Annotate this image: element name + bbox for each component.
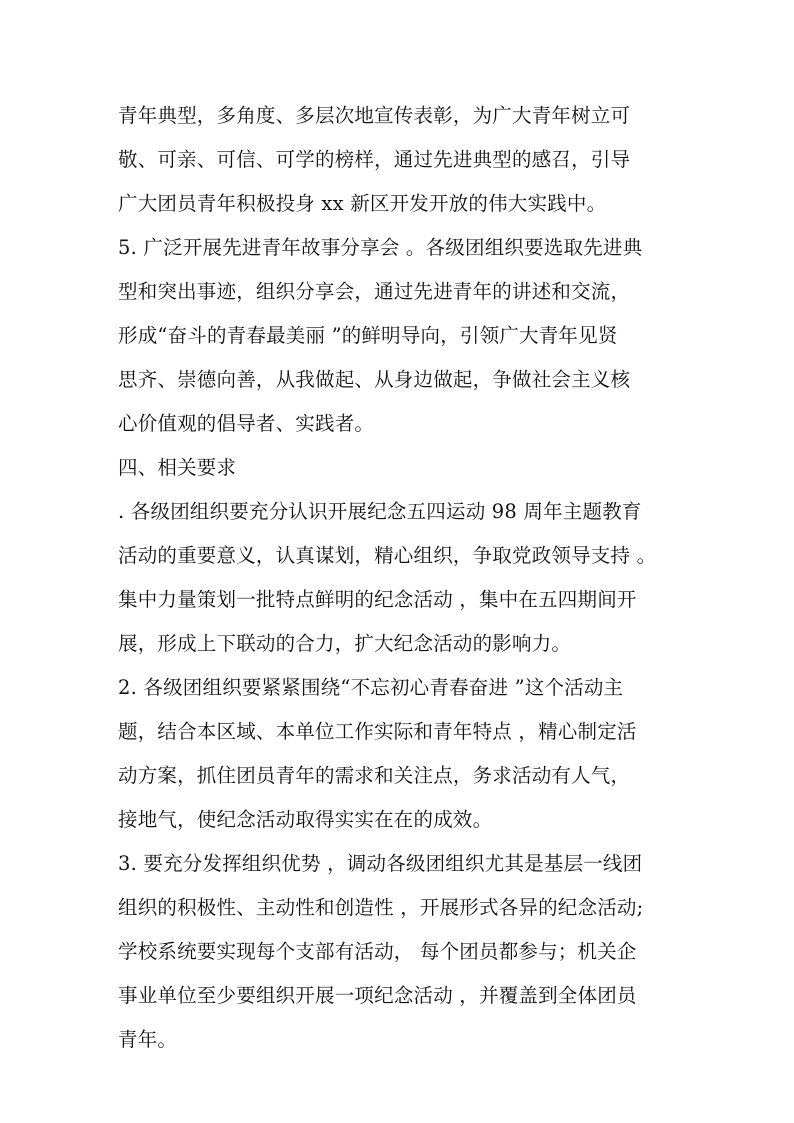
text-line: 敬、可亲、可信、可学的榜样，通过先进典型的感召，引导 (118, 148, 631, 171)
text-line: 广大团员青年积极投身 xx 新区开发开放的伟大实践中。 (118, 192, 607, 215)
text-line: 2. 各级团组织要紧紧围绕“不忘初心青春奋进 ”这个活动主 (118, 676, 624, 699)
text-line: 青年典型，多角度、多层次地宣传表彰，为广大青年树立可 (118, 104, 631, 127)
text-line: 思齐、崇德向善，从我做起、从身边做起，争做社会主义核 (118, 368, 631, 391)
text-line: 展，形成上下联动的合力，扩大纪念活动的影响力。 (118, 632, 572, 655)
text-line: 组织的积极性、主动性和创造性 ，开展形式各异的纪念活动; (118, 896, 644, 919)
text-line: 学校系统要实现每个支部有活动， 每个团员都参与；机关企 (118, 940, 637, 963)
section-heading: 四、相关要求 (118, 456, 237, 479)
text-line: . 各级团组织要充分认识开展纪念五四运动 98 周年主题教育 (118, 500, 642, 523)
text-line: 心价值观的倡导者、实践者。 (118, 412, 375, 435)
text-line: 接地气，使纪念活动取得实实在在的成效。 (118, 808, 493, 831)
text-line: 形成“奋斗的青春最美丽 ”的鲜明导向，引领广大青年见贤 (118, 324, 618, 347)
text-line: 青年。 (118, 1028, 178, 1051)
text-line: 3. 要充分发挥组织优势 ，调动各级团组织尤其是基层一线团 (118, 852, 643, 875)
text-line: 集中力量策划一批特点鲜明的纪念活动 ，集中在五四期间开 (118, 588, 637, 611)
text-line: 活动的重要意义，认真谋划，精心组织，争取党政领导支持 。 (118, 544, 657, 567)
text-line: 型和突出事迹，组织分享会，通过先进青年的讲述和交流， (118, 280, 631, 303)
text-line: 题，结合本区域、本单位工作实际和青年特点 ，精心制定活 (118, 720, 637, 743)
text-line: 事业单位至少要组织开展一项纪念活动 ，并覆盖到全体团员 (118, 984, 637, 1007)
text-line: 5. 广泛开展先进青年故事分享会 。各级团组织要选取先进典 (118, 236, 643, 259)
text-line: 动方案，抓住团员青年的需求和关注点，务求活动有人气， (118, 764, 631, 787)
